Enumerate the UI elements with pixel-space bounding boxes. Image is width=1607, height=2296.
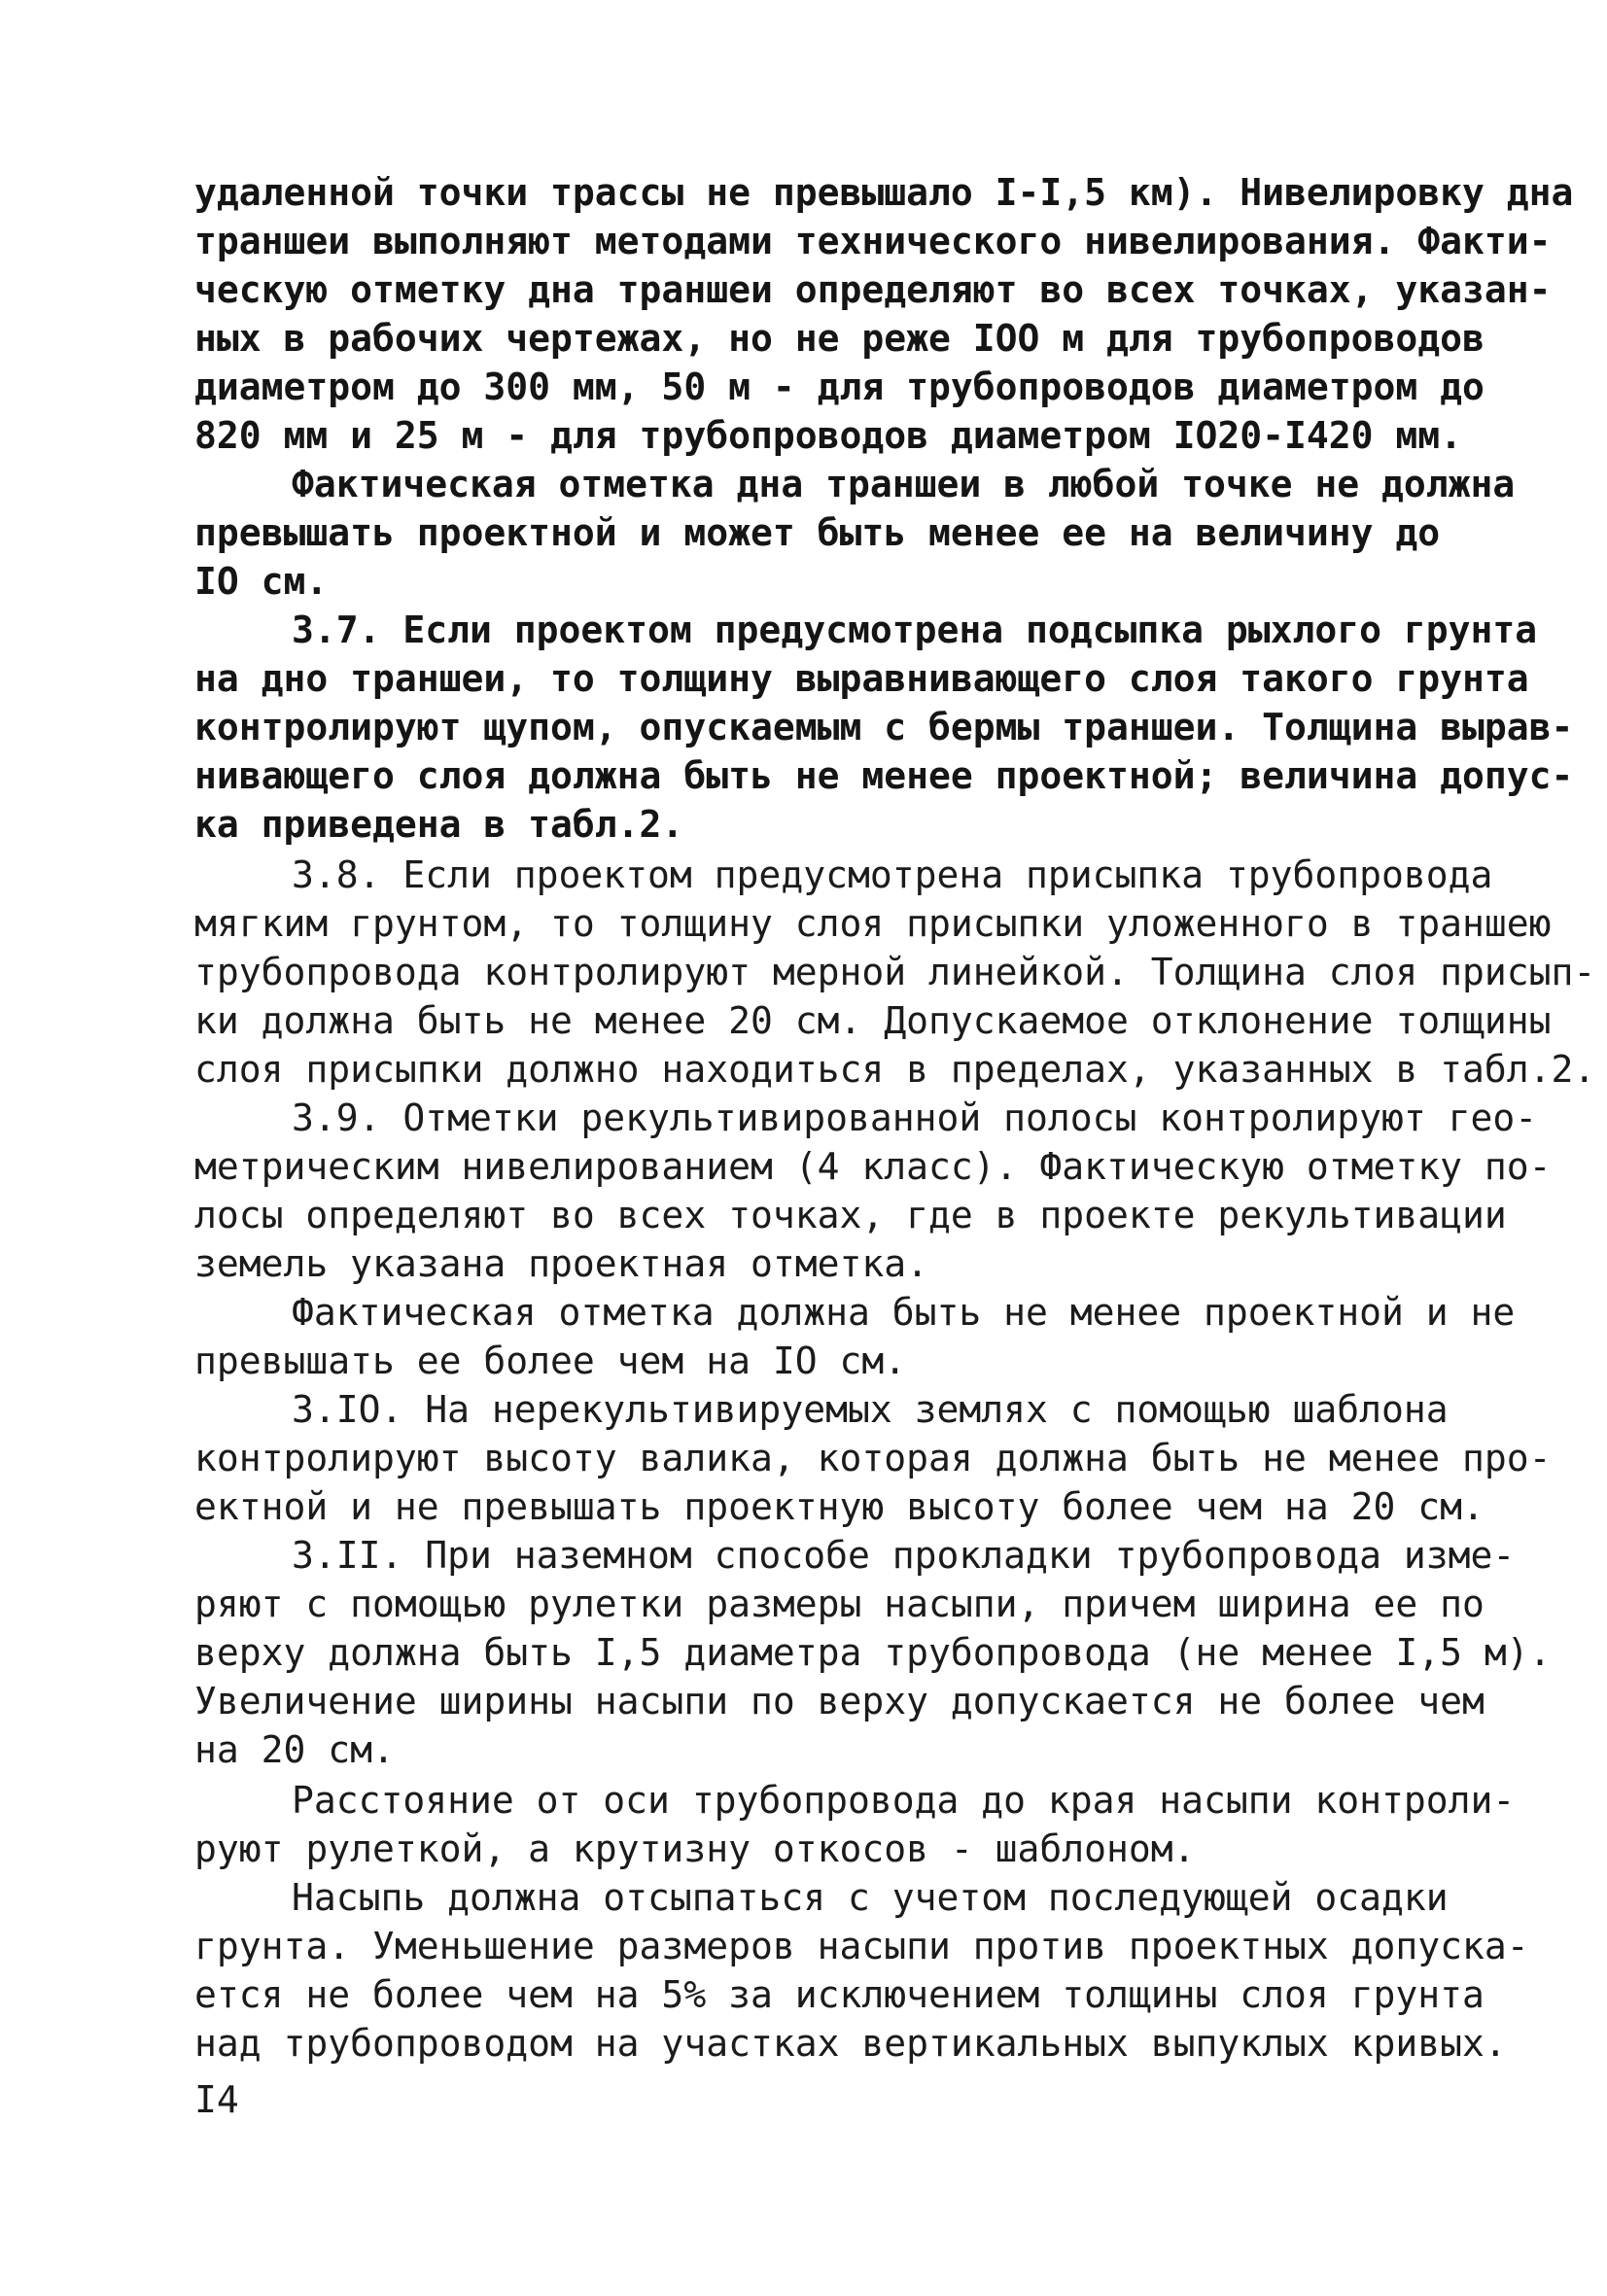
text-line: слоя присыпки должно находиться в пределах, указанных в табл.2. — [194, 1048, 1596, 1091]
text-line: ка приведена в табл.2. — [194, 803, 684, 846]
text-line: метрическим нивелированием (4 класс). Фактическую отметку по- — [194, 1145, 1552, 1188]
text-line: траншеи выполняют методами технического нивелирования. Факти- — [194, 220, 1552, 262]
text-line: ческую отметку дна траншеи определяют во всех точках, указан- — [194, 268, 1552, 311]
text-line: руют рулеткой, а крутизну откосов - шаблоном. — [194, 1827, 1196, 1870]
text-line: Расстояние от оси трубопровода до края насыпи контроли- — [292, 1779, 1516, 1822]
text-line: трубопровода контролируют мерной линейкой. Толщина слоя присып- — [194, 951, 1596, 993]
text-line: IO см. — [194, 560, 329, 603]
text-line: Насыпь должна отсыпаться с учетом последующей осадки — [292, 1876, 1449, 1919]
text-line: ряют с помощью рулетки размеры насыпи, причем ширина ее по — [194, 1583, 1485, 1625]
text-line: ектной и не превышать проектную высоту более чем на 20 см. — [194, 1485, 1485, 1528]
text-line: Фактическая отметка должна быть не менее проектной и не — [292, 1291, 1516, 1334]
page-number: I4 — [194, 2078, 239, 2121]
text-line: Увеличение ширины насыпи по верху допускается не более чем — [194, 1680, 1485, 1722]
text-line: на дно траншеи, то толщину выравнивающего слоя такого грунта — [194, 657, 1529, 700]
text-line: ется не более чем на 5% за исключением толщины слоя грунта — [194, 1973, 1485, 2016]
text-line: 3.8. Если проектом предусмотрена присыпка трубопровода — [292, 853, 1493, 896]
text-line: верху должна быть I,5 диаметра трубопровода (не менее I,5 м). — [194, 1631, 1552, 1674]
text-line: земель указана проектная отметка. — [194, 1242, 928, 1285]
text-line: лосы определяют во всех точках, где в проекте рекультивации — [194, 1194, 1507, 1236]
text-line: превышать ее более чем на IO см. — [194, 1339, 907, 1382]
text-line: 3.II. При наземном способе прокладки трубопровода изме- — [292, 1534, 1516, 1577]
text-line: ных в рабочих чертежах, но не реже IOO м для трубопроводов — [194, 317, 1485, 360]
text-line: грунта. Уменьшение размеров насыпи против проектных допуска- — [194, 1925, 1529, 1967]
text-line: 3.IO. На нерекультивируемых землях с помощью шаблона — [292, 1388, 1449, 1431]
text-line: мягким грунтом, то толщину слоя присыпки уложенного в траншею — [194, 902, 1552, 945]
text-line: превышать проектной и может быть менее ее на величину до — [194, 511, 1441, 554]
text-line: 820 мм и 25 м - для трубопроводов диаметром IO20-I420 мм. — [194, 414, 1463, 457]
text-line: контролируют высоту валика, которая должна быть не менее про- — [194, 1437, 1552, 1479]
text-line: Фактическая отметка дна траншеи в любой точке не должна — [292, 463, 1516, 505]
text-line: над трубопроводом на участках вертикальных выпуклых кривых. — [194, 2022, 1507, 2065]
text-line: 3.7. Если проектом предусмотрена подсыпка рыхлого грунта — [292, 609, 1538, 651]
text-line: на 20 см. — [194, 1728, 395, 1771]
text-line: удаленной точки трассы не превышало I-I,5 км). Нивелировку дна — [194, 171, 1574, 214]
text-line: диаметром до 300 мм, 50 м - для трубопроводов диаметром до — [194, 365, 1485, 408]
text-line: 3.9. Отметки рекультивированной полосы контролируют гео- — [292, 1096, 1538, 1139]
text-line: ки должна быть не менее 20 см. Допускаемое отклонение толщины — [194, 999, 1552, 1042]
text-line: нивающего слоя должна быть не менее проектной; величина допус- — [194, 754, 1574, 797]
text-line: контролируют щупом, опускаемым с бермы траншеи. Толщина вырав- — [194, 706, 1574, 748]
